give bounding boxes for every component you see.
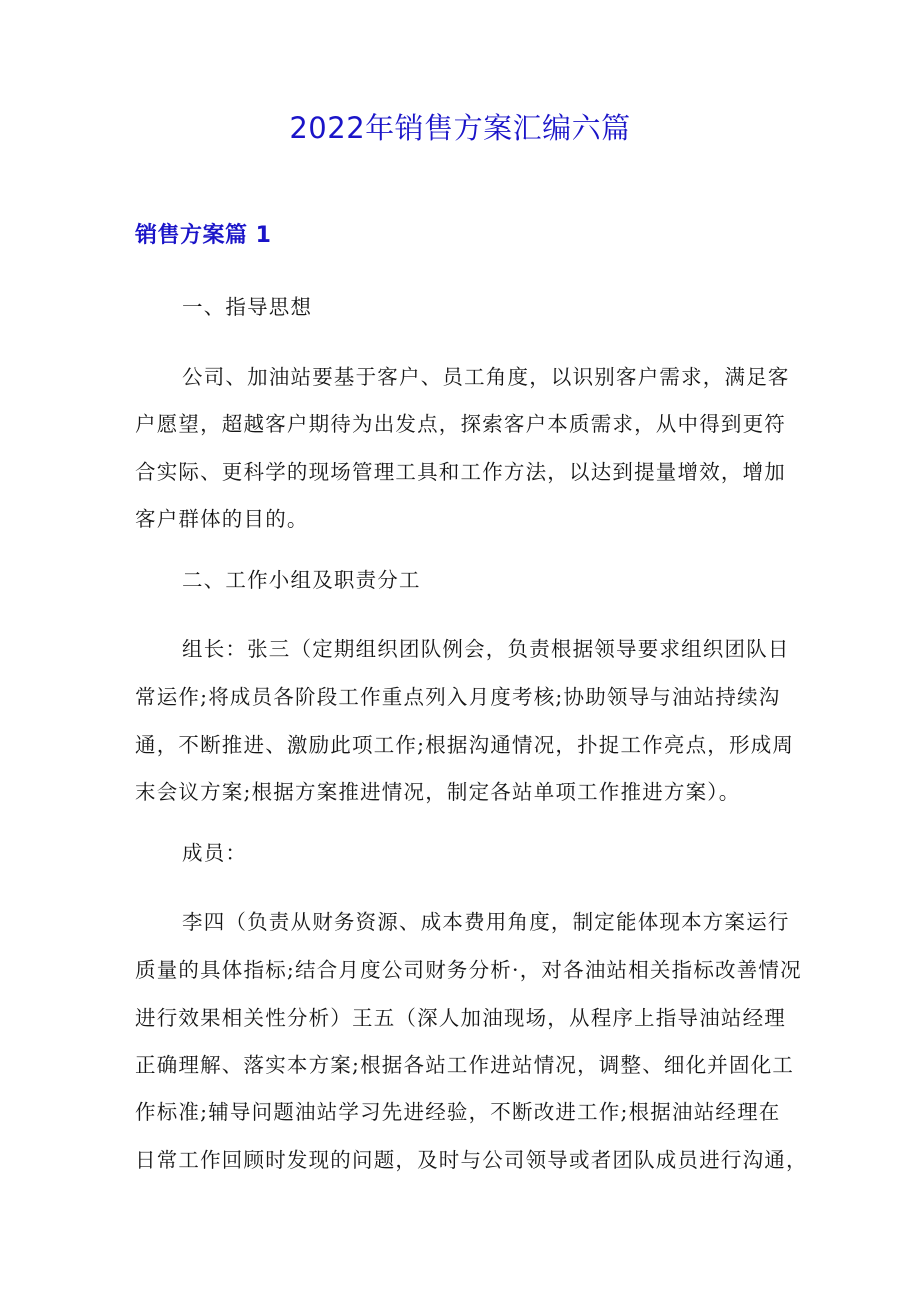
paragraph-line: 质量的具体指标;结合月度公司财务分析·，对各油站相关指标改善情况 xyxy=(135,958,802,982)
subheading-members: 成员： xyxy=(182,841,248,865)
paragraph-line: 进行效果相关性分析）王五（深人加油现场，从程序上指导油站经理 xyxy=(135,1006,786,1030)
paragraph-line: 末会议方案;根据方案推进情况，制定各站单项工作推进方案）。 xyxy=(135,780,741,804)
section-heading: 销售方案篇 1 xyxy=(135,223,272,248)
document-title: 2022年销售方案汇编六篇 xyxy=(289,111,631,145)
paragraph-line: 组长：张三（定期组织团队例会，负责根据领导要求组织团队日 xyxy=(182,637,790,661)
paragraph-line: 合实际、更科学的现场管理工具和工作方法，以达到提量增效，增加 xyxy=(135,460,786,484)
paragraph-line: 公司、加油站要基于客户、员工角度，以识别客户需求，满足客 xyxy=(182,365,790,389)
paragraph-line: 通，不断推进、激励此项工作;根据沟通情况，扑捉工作亮点，形成周 xyxy=(135,733,795,757)
paragraph-line: 正确理解、落实本方案;根据各站工作进站情况，调整、细化并固化工 xyxy=(135,1053,795,1077)
paragraph-line: 户愿望，超越客户期待为出发点，探索客户本质需求，从中得到更符 xyxy=(135,412,786,436)
paragraph-line: 客户群体的目的。 xyxy=(135,507,309,531)
paragraph-line: 常运作;将成员各阶段工作重点列入月度考核;协助领导与油站持续沟 xyxy=(135,685,781,709)
paragraph-line: 日常工作回顾时发现的问题，及时与公司领导或者团队成员进行沟通， xyxy=(135,1148,808,1172)
subheading-work-group: 二、工作小组及职责分工 xyxy=(182,568,421,592)
subheading-guiding-idea: 一、指导思想 xyxy=(182,295,313,319)
paragraph-line: 李四（负责从财务资源、成本费用角度，制定能体现本方案运行 xyxy=(182,910,790,934)
paragraph-line: 作标准;辅导问题油站学习先进经验，不断改进工作;根据油站经理在 xyxy=(135,1100,781,1124)
